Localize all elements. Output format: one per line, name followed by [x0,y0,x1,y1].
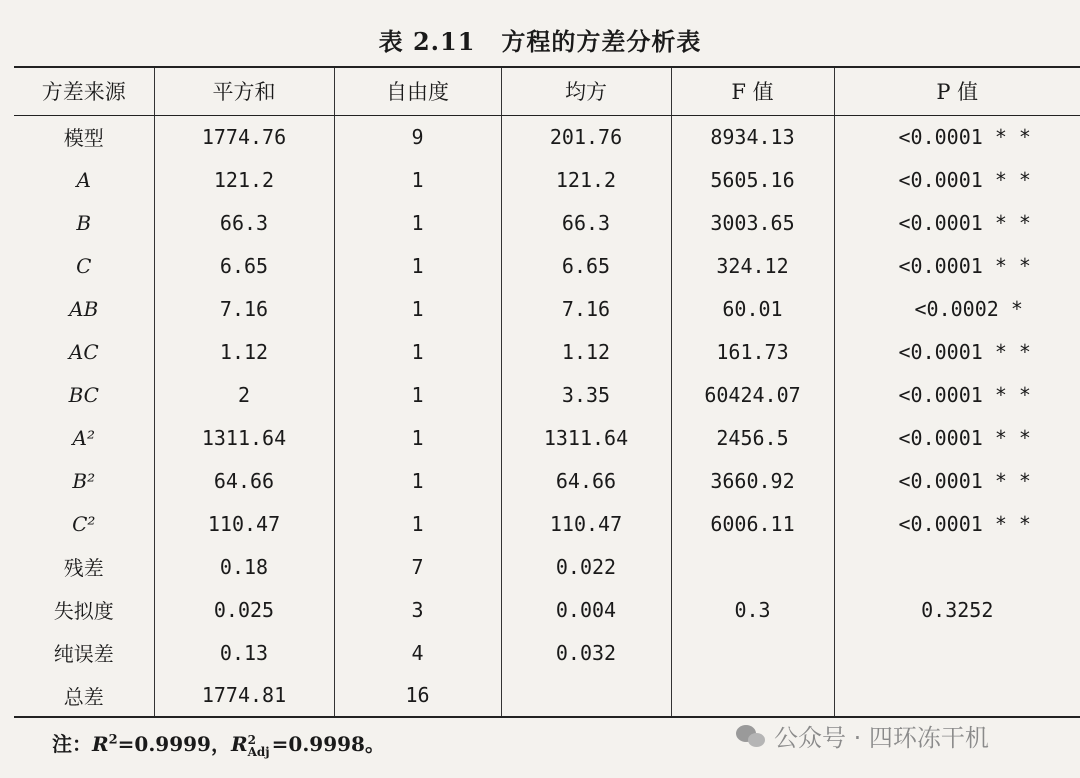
df-cell: 1 [334,330,501,373]
ss-cell: 121.2 [154,158,334,201]
table-row [14,158,1080,201]
df-cell: 1 [334,459,501,502]
anova-table [14,66,1080,718]
ms-cell: 110.47 [501,502,671,545]
radj-sup: 2 [247,732,256,747]
p-cell: <0.0001 * * [834,459,1080,502]
table-row [14,502,1080,545]
f-cell: 3660.92 [671,459,834,502]
ms-cell: 66.3 [501,201,671,244]
source-cell: C² [72,511,96,536]
f-cell: 60424.07 [671,373,834,416]
ss-cell: 0.13 [154,631,334,674]
f-cell: 3003.65 [671,201,834,244]
df-cell: 1 [334,244,501,287]
df-cell: 1 [334,201,501,244]
ms-cell: 121.2 [501,158,671,201]
df-cell: 3 [334,588,501,631]
p-cell: <0.0001 * * [834,115,1080,158]
source-cell: A [76,167,91,192]
f-cell: 161.73 [671,330,834,373]
source-cell: BC [68,382,99,407]
table-row [14,330,1080,373]
f-cell: 324.12 [671,244,834,287]
watermark [736,718,989,753]
col-header-ss: 平方和 [154,67,334,115]
p-cell: <0.0002 * [834,287,1080,330]
ss-cell: 1311.64 [154,416,334,459]
ms-cell: 201.76 [501,115,671,158]
lack-of-fit-f-cell: 0.3 [671,545,834,674]
col-header-f: F 值 [671,67,834,115]
ms-cell: 0.004 [501,588,671,631]
table-row [14,201,1080,244]
source-cell: 失拟度 [53,599,114,623]
col-header-p: P 值 [834,67,1080,115]
ss-cell: 110.47 [154,502,334,545]
header-row [14,67,1080,115]
radj-value: =0.9998。 [271,732,385,756]
f-cell [671,674,834,717]
p-cell [834,674,1080,717]
source-cell: A² [72,425,95,450]
ms-cell [501,674,671,717]
col-header-source: 方差来源 [14,67,154,115]
table-note [52,728,385,758]
table-row [14,674,1080,717]
f-cell: 60.01 [671,287,834,330]
ms-cell: 6.65 [501,244,671,287]
p-cell: <0.0001 * * [834,330,1080,373]
note-prefix: 注： [52,732,92,756]
table-caption: 方程的方差分析表 [501,27,702,56]
source-cell: 残差 [63,556,104,580]
ss-cell: 2 [154,373,334,416]
ms-cell: 3.35 [501,373,671,416]
r2-sup: 2 [108,732,118,748]
df-cell: 1 [334,287,501,330]
lack-of-fit-p-cell: 0.3252 [834,545,1080,674]
r2-label: R [92,732,109,756]
source-cell: C [76,253,92,278]
ss-cell: 7.16 [154,287,334,330]
table-number: 表 2.11 [378,27,476,56]
ms-cell: 0.032 [501,631,671,674]
df-cell: 9 [334,115,501,158]
ss-cell: 1.12 [154,330,334,373]
table-row [14,416,1080,459]
df-cell: 1 [334,158,501,201]
source-cell: B [76,210,92,235]
source-cell: 纯误差 [53,642,114,666]
wechat-icon [736,723,766,749]
ms-cell: 1.12 [501,330,671,373]
ss-cell: 1774.81 [154,674,334,717]
ss-cell: 0.025 [154,588,334,631]
col-header-df: 自由度 [334,67,501,115]
ms-cell: 1311.64 [501,416,671,459]
p-cell: <0.0001 * * [834,502,1080,545]
source-cell: 总差 [14,674,154,717]
radj-sub: Adj [247,744,270,759]
source-cell: AC [68,339,99,364]
ms-cell: 0.022 [501,545,671,588]
f-cell: 8934.13 [671,115,834,158]
df-cell: 16 [334,674,501,717]
table-row [14,459,1080,502]
table-row [14,287,1080,330]
ss-cell: 1774.76 [154,115,334,158]
ss-cell: 66.3 [154,201,334,244]
source-cell: 模型 [63,126,104,151]
watermark-text: 公众号 · 四环冻干机 [774,724,989,752]
df-cell: 4 [334,631,501,674]
r2-value: =0.9999， [117,732,231,756]
df-cell: 7 [334,545,501,588]
table-row [14,373,1080,416]
df-cell: 1 [334,373,501,416]
p-cell: <0.0001 * * [834,201,1080,244]
source-cell: B² [72,468,96,493]
df-cell: 1 [334,416,501,459]
col-header-ms: 均方 [501,67,671,115]
ss-cell: 64.66 [154,459,334,502]
p-cell: <0.0001 * * [834,373,1080,416]
source-cell: AB [69,296,99,321]
f-cell: 5605.16 [671,158,834,201]
f-cell: 2456.5 [671,416,834,459]
table-row [14,115,1080,158]
df-cell: 1 [334,502,501,545]
p-cell: <0.0001 * * [834,416,1080,459]
table-row [14,244,1080,287]
radj-label: R [230,732,248,756]
ms-cell: 7.16 [501,287,671,330]
p-cell: <0.0001 * * [834,158,1080,201]
ss-cell: 6.65 [154,244,334,287]
table-row [14,545,1080,588]
p-cell: <0.0001 * * [834,244,1080,287]
ss-cell: 0.18 [154,545,334,588]
f-cell: 6006.11 [671,502,834,545]
table-title [0,22,1080,57]
ms-cell: 64.66 [501,459,671,502]
